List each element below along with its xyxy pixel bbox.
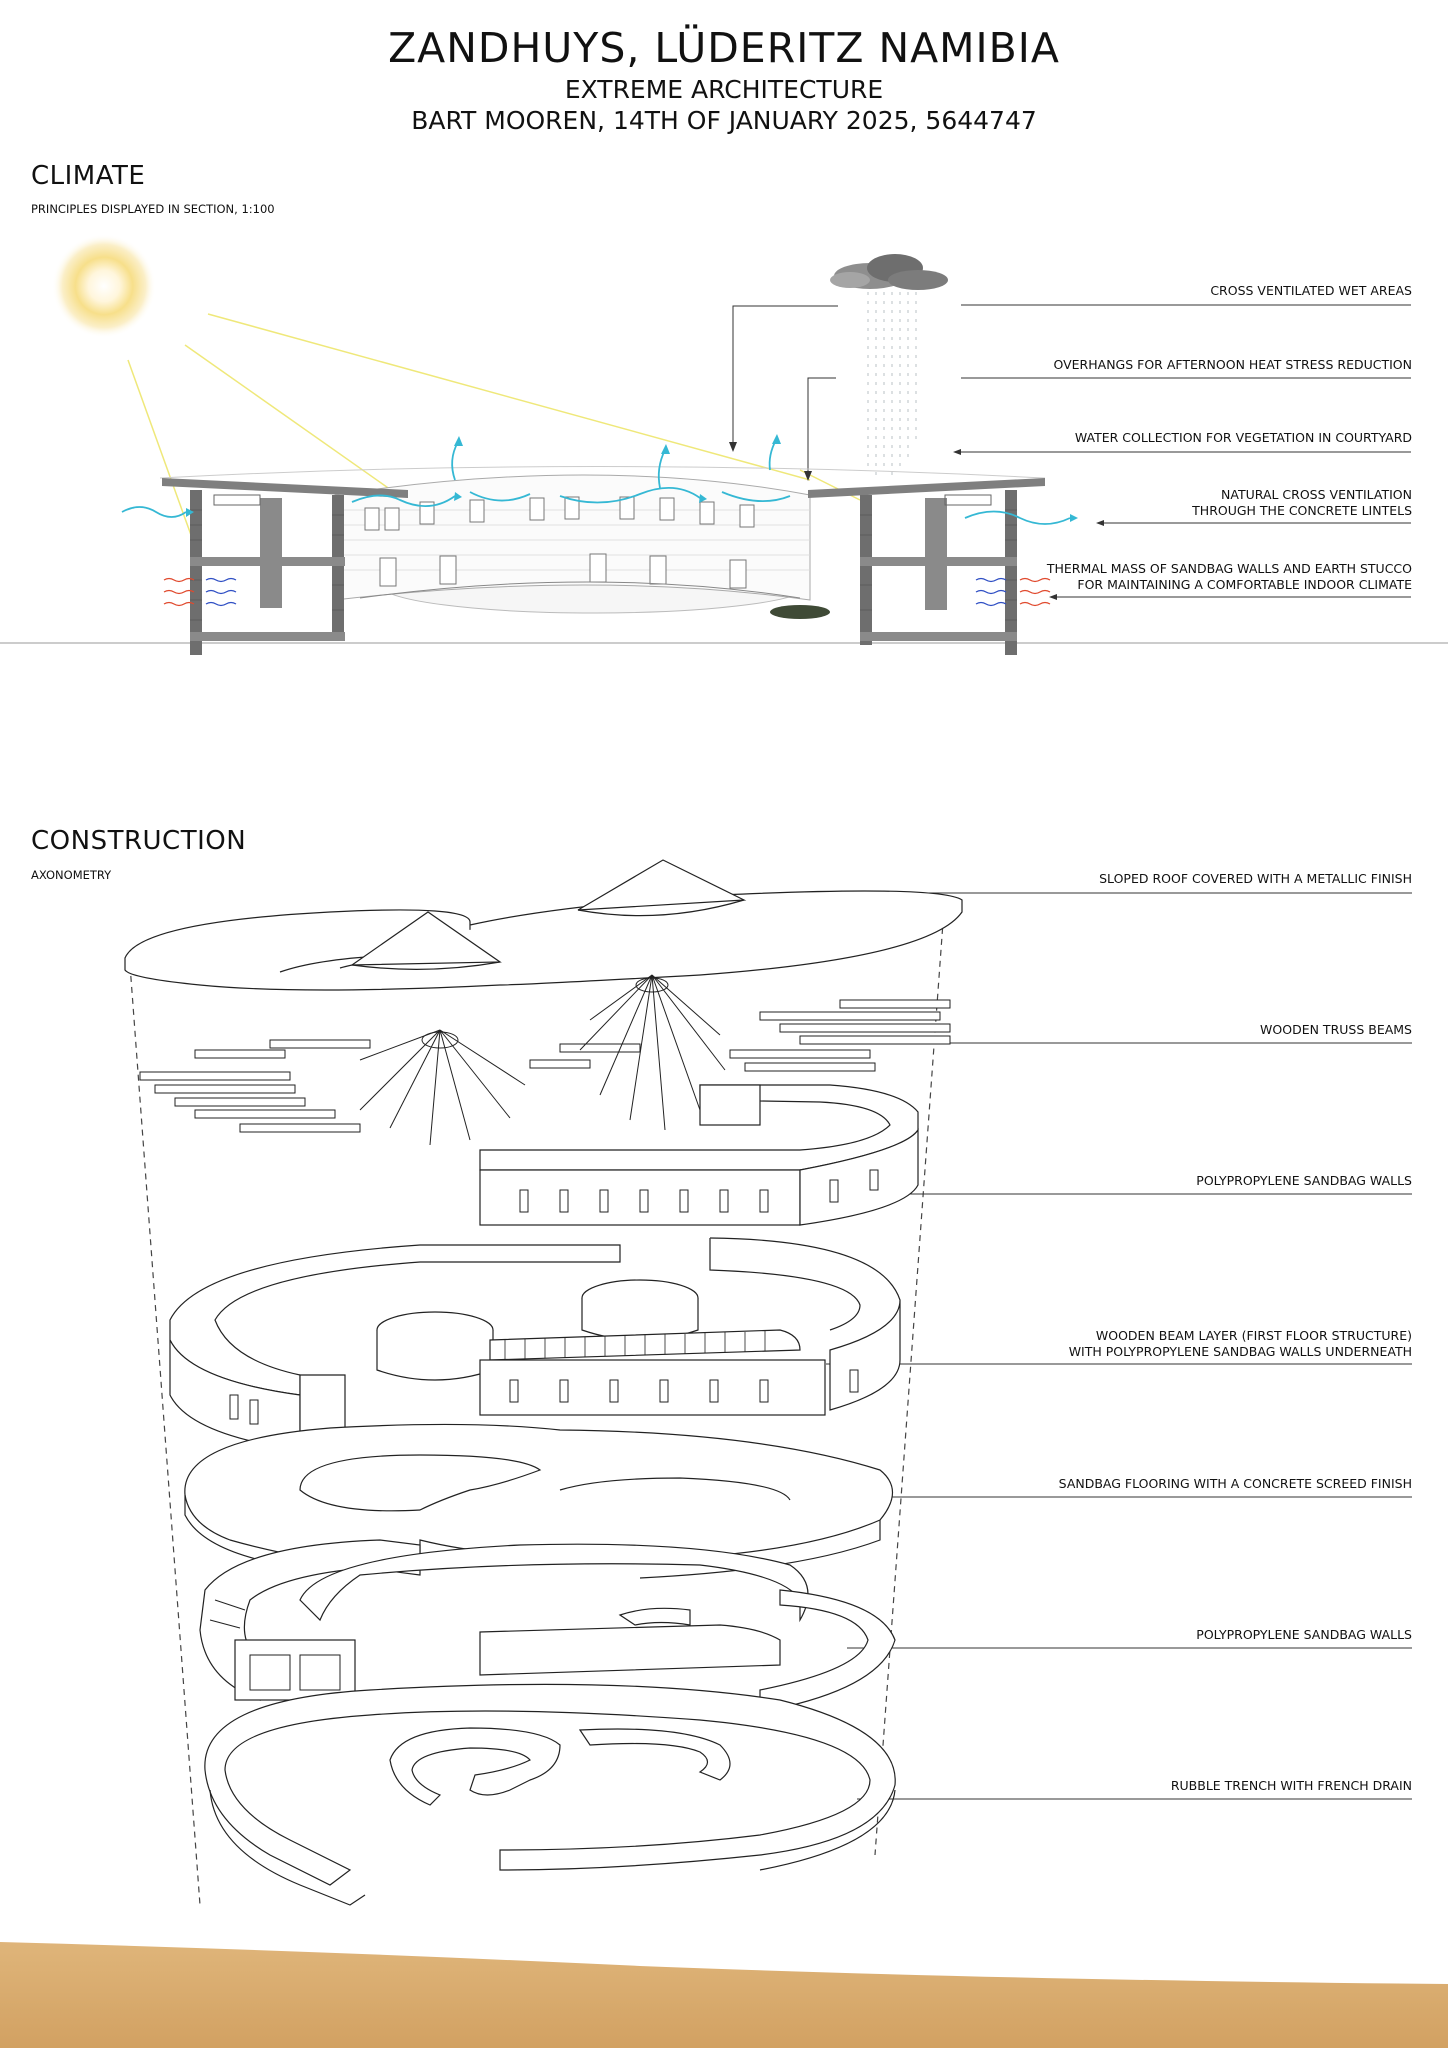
- callout-line-2: WITH POLYPROPYLENE SANDBAG WALLS UNDERNEATH: [1068, 1344, 1412, 1359]
- roof-layer: [125, 860, 962, 990]
- wooden-beam-layer: [170, 1238, 900, 1450]
- right-section: [808, 478, 1045, 655]
- poster-subtitle: EXTREME ARCHITECTURE: [564, 75, 884, 104]
- callout-line-1: THERMAL MASS OF SANDBAG WALLS AND EARTH STUCCO: [1046, 561, 1412, 576]
- construction-heading: CONSTRUCTION: [31, 826, 247, 856]
- callout-cross-ventilated-wet-areas: CROSS VENTILATED WET AREAS: [1210, 283, 1412, 298]
- callout-sloped-roof: SLOPED ROOF COVERED WITH A METALLIC FINISH: [1099, 871, 1412, 886]
- climate-subheading: PRINCIPLES DISPLAYED IN SECTION, 1:100: [31, 202, 275, 216]
- construction-axonometry: [125, 860, 1412, 1905]
- sand-dune: [0, 1942, 1448, 2048]
- callout-sandbag-walls-upper: POLYPROPYLENE SANDBAG WALLS: [1196, 1173, 1412, 1188]
- callout-overhangs: OVERHANGS FOR AFTERNOON HEAT STRESS REDUCTION: [1053, 357, 1412, 372]
- callout-wooden-truss-beams: WOODEN TRUSS BEAMS: [1260, 1022, 1412, 1037]
- right-truss-bundle: [730, 1000, 950, 1071]
- poster-title: ZANDHUYS, LÜDERITZ NAMIBIA: [388, 24, 1060, 72]
- left-truss-cone: [360, 1030, 640, 1145]
- rubble-trench: [205, 1684, 895, 1905]
- callout-water-collection: WATER COLLECTION FOR VEGETATION IN COURTYARD: [1074, 430, 1412, 445]
- callout-line-2: FOR MAINTAINING A COMFORTABLE INDOOR CLIMATE: [1077, 577, 1412, 592]
- climate-section-drawing: [0, 234, 1448, 655]
- callout-line-1: WOODEN BEAM LAYER (FIRST FLOOR STRUCTURE): [1095, 1328, 1412, 1343]
- callout-sandbag-flooring: SANDBAG FLOORING WITH A CONCRETE SCREED FINISH: [1058, 1476, 1412, 1491]
- truss-layer: [140, 975, 950, 1145]
- rain-cloud-icon: [830, 254, 948, 480]
- climate-leaders: [733, 305, 1411, 597]
- callout-rubble-trench: RUBBLE TRENCH WITH FRENCH DRAIN: [1170, 1778, 1412, 1793]
- callout-sandbag-walls-lower: POLYPROPYLENE SANDBAG WALLS: [1196, 1627, 1412, 1642]
- climate-heading: CLIMATE: [31, 161, 146, 191]
- callout-line-1: NATURAL CROSS VENTILATION: [1221, 487, 1412, 502]
- sun-icon: [52, 234, 156, 338]
- construction-subheading: AXONOMETRY: [31, 868, 112, 882]
- left-truss-bundle: [140, 1040, 370, 1132]
- callout-line-2: THROUGH THE CONCRETE LINTELS: [1192, 503, 1412, 518]
- author-line: BART MOOREN, 14TH OF JANUARY 2025, 5644747: [411, 106, 1037, 135]
